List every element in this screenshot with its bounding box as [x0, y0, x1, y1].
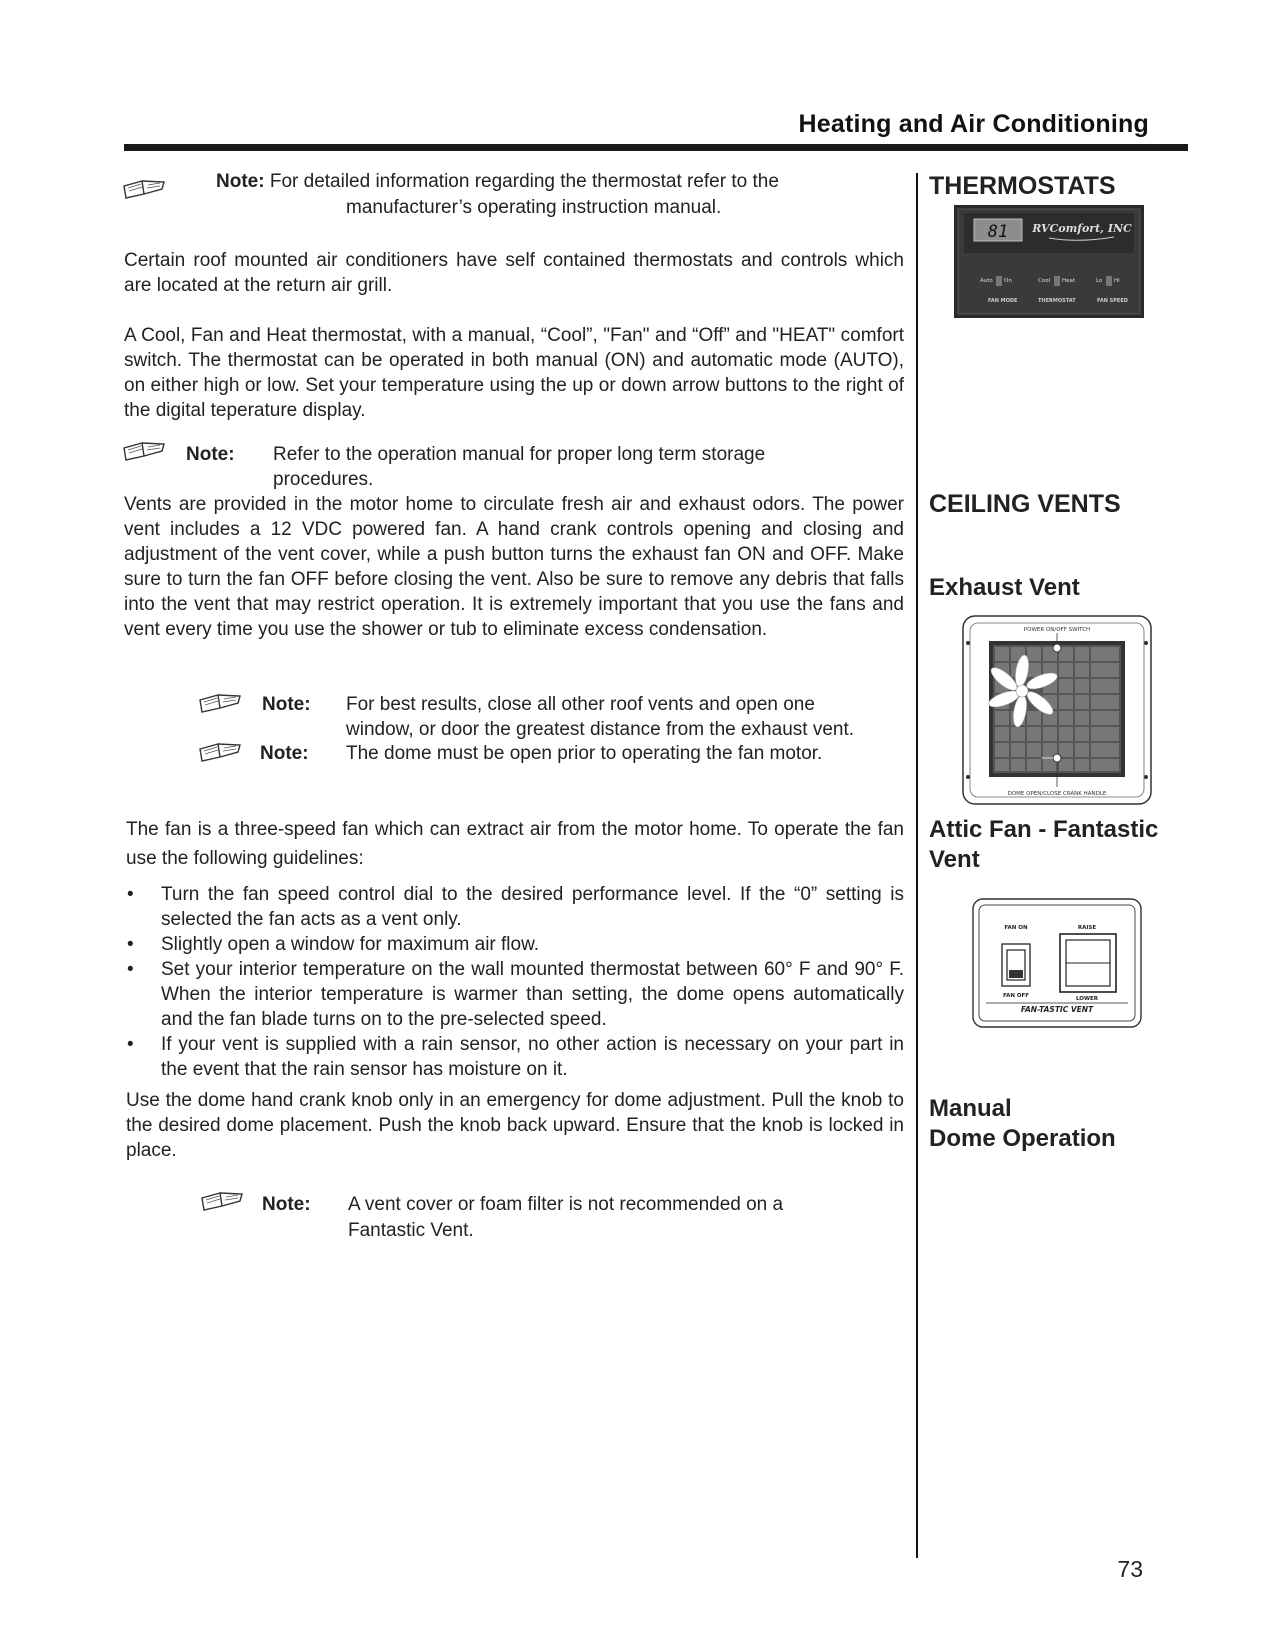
list-item: • If your vent is supplied with a rain sensor, no other action is necessary on your part in the event that the rain sensor has moisture on it.	[124, 1032, 904, 1082]
thermostat-brand: RVComfort, INC	[1032, 222, 1132, 235]
heading-line: Vent	[929, 846, 980, 873]
note-text-continued: Fantastic Vent.	[348, 1220, 474, 1241]
heading-line: Manual	[929, 1095, 1012, 1122]
note-text-continued: manufacturer’s operating instruction manual.	[346, 197, 722, 218]
list-item: • Set your interior temperature on the wall mounted thermostat between 60° F and 90° F. When the interior temperature is warmer than setting, the dome opens automatically and the fan blade turns on to the pre-selected speed.	[124, 957, 904, 1032]
button-label: Hi	[1114, 278, 1120, 284]
heading-line: Attic Fan - Fantastic	[929, 816, 1159, 843]
raise-label: RAISE	[1077, 925, 1097, 931]
list-item: • Slightly open a window for maximum air flow.	[124, 932, 904, 957]
paragraph-vents: Vents are provided in the motor home to circulate fresh air and exhaust odors. The power vent includes a 12 VDC powered fan. A hand crank controls opening and closing and adjustment of the vent cover, while a push button turns the exhaust fan ON and OFF. Make sure to turn the fan OFF before closing the vent. Also be sure to remove any debris that falls into the vent that may restrict operation. It is extremely important that you use the fans and vent every time you use the shower or tub to eliminate excess condensation.	[124, 494, 904, 640]
open-book-icon	[198, 692, 242, 714]
note-text: For best results, close all other roof vents and open one	[346, 694, 815, 715]
button-label: On	[1004, 278, 1012, 284]
switch-label: THERMOSTAT	[1038, 298, 1076, 304]
switch-label: FAN SPEED	[1097, 298, 1128, 304]
paragraph-roof-ac: Certain roof mounted air conditioners have self contained thermostats and controls which are located at the return air grill.	[124, 250, 904, 296]
open-book-icon	[198, 741, 242, 763]
paragraph-dome-crank: Use the dome hand crank knob only in an emergency for dome adjustment. Pull the knob to the desired dome placement. Push the knob back upward. Ensure that the knob is locked in place.	[126, 1090, 904, 1161]
note-text-continued: procedures.	[273, 469, 374, 490]
note-label: Note:	[262, 1194, 311, 1215]
paragraph-thermostat: A Cool, Fan and Heat thermostat, with a manual, “Cool”, "Fan" and “Off” and "HEAT" comfort switch. The thermostat can be operated in both manual (ON) and automatic mode (AUTO), on either high or low. Set your temperature using the up or down arrow buttons to the right of the digital teperature display.	[124, 325, 904, 421]
sidebar-heading-exhaust-vent: Exhaust Vent	[929, 574, 1080, 601]
header-rule	[124, 144, 1188, 151]
list-item: • Turn the fan speed control dial to the desired performance level. If the “0” setting is selected the fan acts as a vent only.	[124, 882, 904, 932]
note-thermostat	[216, 169, 836, 194]
fantastic-vent-control-diagram	[972, 898, 1142, 1028]
vent-label-bottom: DOME OPEN/CLOSE CRANK HANDLE	[1007, 791, 1107, 797]
vent-brand-label: FAN-TASTIC VENT	[1020, 1005, 1094, 1014]
fan-off-label: FAN OFF	[1002, 993, 1030, 999]
note-text: A vent cover or foam filter is not recommended on a	[348, 1194, 784, 1215]
exhaust-vent-diagram	[962, 615, 1152, 805]
sidebar-heading-attic-fan	[929, 815, 1158, 875]
sidebar-heading-thermostats: THERMOSTATS	[929, 172, 1116, 200]
open-book-icon	[122, 178, 166, 200]
thermostat-display: 81	[987, 222, 1009, 242]
page-header-title: Heating and Air Conditioning	[798, 110, 1149, 138]
note-label: Note:	[262, 694, 311, 715]
open-book-icon	[200, 1190, 244, 1212]
sidebar-heading-manual-dome	[929, 1094, 1116, 1154]
switch-label: FAN MODE	[988, 298, 1018, 304]
note-text: For detailed information regarding the thermostat refer to the	[269, 171, 779, 192]
button-label: Heat	[1062, 278, 1076, 284]
note-label: Note:	[260, 743, 309, 764]
note-label: Note:	[216, 171, 265, 192]
note-text: Refer to the operation manual for proper long term storage	[273, 444, 766, 465]
thermostat-photo	[954, 205, 1144, 318]
page-number: 73	[1117, 1556, 1143, 1582]
note-label: Note:	[186, 444, 235, 465]
vent-label-top: POWER ON/OFF SWITCH	[1023, 627, 1091, 633]
heading-line: Dome Operation	[929, 1125, 1116, 1152]
button-label: Auto	[980, 278, 993, 284]
note-text: The dome must be open prior to operating the fan motor.	[346, 743, 823, 764]
note-text-continued: window, or door the greatest distance from the exhaust vent.	[346, 719, 855, 740]
open-book-icon	[122, 440, 166, 462]
column-divider	[916, 173, 918, 1558]
fan-guidelines-list	[124, 882, 904, 1082]
fan-on-label: FAN ON	[1004, 925, 1028, 931]
paragraph-fan-intro: The fan is a three-speed fan which can extract air from the motor home. To operate the fan use the following guidelines:	[126, 819, 904, 869]
lower-label: LOWER	[1075, 996, 1099, 1002]
sidebar-heading-ceiling-vents: CEILING VENTS	[929, 490, 1121, 518]
button-label: Lo	[1096, 278, 1103, 284]
button-label: Cool	[1038, 278, 1051, 284]
